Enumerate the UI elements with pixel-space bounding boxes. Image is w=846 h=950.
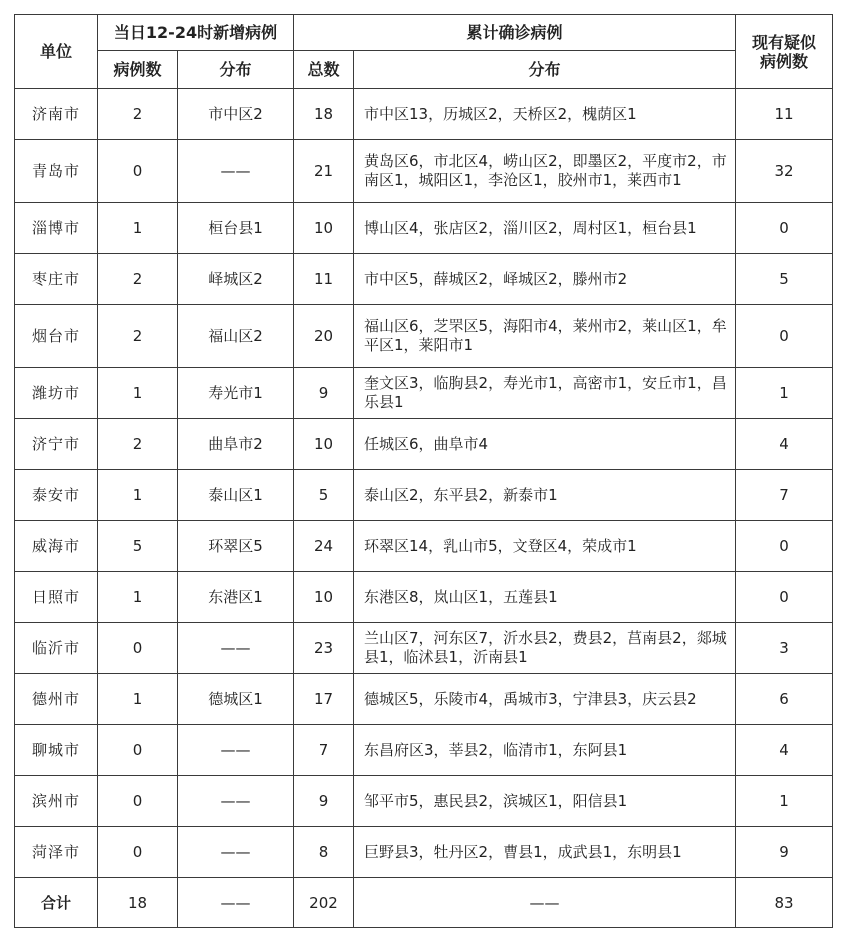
suspected-cell: 6 bbox=[736, 674, 833, 725]
new-dist-cell: 桓台县1 bbox=[178, 203, 294, 254]
new-count-cell: 2 bbox=[98, 419, 178, 470]
new-count-cell: 1 bbox=[98, 368, 178, 419]
new-count-cell: 0 bbox=[98, 140, 178, 203]
total-cum-dist: —— bbox=[354, 878, 736, 928]
header-cumulative: 累计确诊病例 bbox=[294, 15, 736, 51]
dist-cell: 任城区6，曲阜市4 bbox=[354, 419, 736, 470]
table-row bbox=[15, 776, 833, 827]
header-cum-total: 总数 bbox=[294, 51, 354, 89]
dist-cell: 环翠区14，乳山市5，文登区4，荣成市1 bbox=[354, 521, 736, 572]
city-cell: 威海市 bbox=[15, 521, 98, 572]
table-row bbox=[15, 572, 833, 623]
new-count-cell: 0 bbox=[98, 725, 178, 776]
header-new-distribution: 分布 bbox=[178, 51, 294, 89]
total-row bbox=[15, 878, 833, 928]
city-cell: 青岛市 bbox=[15, 140, 98, 203]
total-cell: 8 bbox=[294, 827, 354, 878]
new-dist-cell: —— bbox=[178, 725, 294, 776]
city-cell: 济南市 bbox=[15, 89, 98, 140]
new-count-cell: 2 bbox=[98, 89, 178, 140]
table-row bbox=[15, 521, 833, 572]
table-row bbox=[15, 827, 833, 878]
city-cell: 菏泽市 bbox=[15, 827, 98, 878]
suspected-cell: 9 bbox=[736, 827, 833, 878]
dist-cell: 兰山区7，河东区7，沂水县2，费县2，莒南县2，郯城县1，临沭县1，沂南县1 bbox=[354, 623, 736, 674]
table-row bbox=[15, 674, 833, 725]
header-new-count: 病例数 bbox=[98, 51, 178, 89]
new-dist-cell: 泰山区1 bbox=[178, 470, 294, 521]
new-count-cell: 5 bbox=[98, 521, 178, 572]
total-cell: 11 bbox=[294, 254, 354, 305]
new-dist-cell: 曲阜市2 bbox=[178, 419, 294, 470]
header-suspected: 现有疑似病例数 bbox=[736, 15, 833, 89]
new-dist-cell: —— bbox=[178, 140, 294, 203]
new-count-cell: 0 bbox=[98, 776, 178, 827]
new-dist-cell: 峄城区2 bbox=[178, 254, 294, 305]
city-cell: 济宁市 bbox=[15, 419, 98, 470]
header-cum-distribution: 分布 bbox=[354, 51, 736, 89]
table-row bbox=[15, 254, 833, 305]
city-cell: 德州市 bbox=[15, 674, 98, 725]
total-cell: 18 bbox=[294, 89, 354, 140]
table-row bbox=[15, 140, 833, 203]
new-dist-cell: 寿光市1 bbox=[178, 368, 294, 419]
new-dist-cell: 福山区2 bbox=[178, 305, 294, 368]
city-cell: 日照市 bbox=[15, 572, 98, 623]
header-row-sub bbox=[15, 51, 833, 89]
new-dist-cell: 德城区1 bbox=[178, 674, 294, 725]
suspected-cell: 4 bbox=[736, 419, 833, 470]
new-dist-cell: —— bbox=[178, 776, 294, 827]
city-cell: 聊城市 bbox=[15, 725, 98, 776]
total-cell: 5 bbox=[294, 470, 354, 521]
dist-cell: 博山区4，张店区2，淄川区2，周村区1，桓台县1 bbox=[354, 203, 736, 254]
case-table bbox=[14, 14, 833, 928]
total-cell: 23 bbox=[294, 623, 354, 674]
new-count-cell: 2 bbox=[98, 305, 178, 368]
new-dist-cell: 环翠区5 bbox=[178, 521, 294, 572]
case-table-container bbox=[14, 14, 833, 928]
new-count-cell: 2 bbox=[98, 254, 178, 305]
suspected-cell: 0 bbox=[736, 203, 833, 254]
total-cell: 10 bbox=[294, 419, 354, 470]
total-cell: 9 bbox=[294, 368, 354, 419]
new-count-cell: 1 bbox=[98, 572, 178, 623]
city-cell: 淄博市 bbox=[15, 203, 98, 254]
table-row bbox=[15, 419, 833, 470]
new-count-cell: 0 bbox=[98, 827, 178, 878]
suspected-cell: 1 bbox=[736, 776, 833, 827]
dist-cell: 奎文区3，临朐县2，寿光市1，高密市1，安丘市1，昌乐县1 bbox=[354, 368, 736, 419]
dist-cell: 泰山区2，东平县2，新泰市1 bbox=[354, 470, 736, 521]
total-cell: 17 bbox=[294, 674, 354, 725]
new-dist-cell: 市中区2 bbox=[178, 89, 294, 140]
dist-cell: 德城区5，乐陵市4，禹城市3，宁津县3，庆云县2 bbox=[354, 674, 736, 725]
total-new-count: 18 bbox=[98, 878, 178, 928]
table-row bbox=[15, 470, 833, 521]
total-cum-total: 202 bbox=[294, 878, 354, 928]
new-count-cell: 1 bbox=[98, 674, 178, 725]
suspected-cell: 0 bbox=[736, 521, 833, 572]
suspected-cell: 0 bbox=[736, 305, 833, 368]
table-row bbox=[15, 305, 833, 368]
new-dist-cell: —— bbox=[178, 623, 294, 674]
new-dist-cell: 东港区1 bbox=[178, 572, 294, 623]
header-new-cases: 当日12-24时新增病例 bbox=[98, 15, 294, 51]
new-dist-cell: —— bbox=[178, 827, 294, 878]
city-cell: 潍坊市 bbox=[15, 368, 98, 419]
total-cell: 21 bbox=[294, 140, 354, 203]
city-cell: 枣庄市 bbox=[15, 254, 98, 305]
dist-cell: 市中区13，历城区2，天桥区2，槐荫区1 bbox=[354, 89, 736, 140]
table-row bbox=[15, 89, 833, 140]
new-count-cell: 1 bbox=[98, 203, 178, 254]
table-row bbox=[15, 725, 833, 776]
new-count-cell: 0 bbox=[98, 623, 178, 674]
city-cell: 临沂市 bbox=[15, 623, 98, 674]
new-count-cell: 1 bbox=[98, 470, 178, 521]
suspected-cell: 11 bbox=[736, 89, 833, 140]
header-unit: 单位 bbox=[15, 15, 98, 89]
suspected-cell: 32 bbox=[736, 140, 833, 203]
suspected-cell: 0 bbox=[736, 572, 833, 623]
dist-cell: 福山区6，芝罘区5，海阳市4，莱州市2，莱山区1，牟平区1，莱阳市1 bbox=[354, 305, 736, 368]
total-cell: 10 bbox=[294, 203, 354, 254]
table-row bbox=[15, 623, 833, 674]
dist-cell: 巨野县3，牡丹区2，曹县1，成武县1，东明县1 bbox=[354, 827, 736, 878]
city-cell: 泰安市 bbox=[15, 470, 98, 521]
suspected-cell: 1 bbox=[736, 368, 833, 419]
total-cell: 24 bbox=[294, 521, 354, 572]
total-cell: 9 bbox=[294, 776, 354, 827]
dist-cell: 邹平市5，惠民县2，滨城区1，阳信县1 bbox=[354, 776, 736, 827]
total-suspected: 83 bbox=[736, 878, 833, 928]
dist-cell: 黄岛区6，市北区4，崂山区2，即墨区2，平度市2，市南区1，城阳区1，李沧区1，胶州市1，莱西市1 bbox=[354, 140, 736, 203]
suspected-cell: 5 bbox=[736, 254, 833, 305]
total-new-dist: —— bbox=[178, 878, 294, 928]
suspected-cell: 4 bbox=[736, 725, 833, 776]
city-cell: 滨州市 bbox=[15, 776, 98, 827]
suspected-cell: 7 bbox=[736, 470, 833, 521]
suspected-cell: 3 bbox=[736, 623, 833, 674]
total-label: 合计 bbox=[15, 878, 98, 928]
dist-cell: 东昌府区3，莘县2，临清市1，东阿县1 bbox=[354, 725, 736, 776]
city-cell: 烟台市 bbox=[15, 305, 98, 368]
header-row-top bbox=[15, 15, 833, 51]
table-row bbox=[15, 203, 833, 254]
table-row bbox=[15, 368, 833, 419]
total-cell: 10 bbox=[294, 572, 354, 623]
dist-cell: 市中区5，薛城区2，峄城区2，滕州市2 bbox=[354, 254, 736, 305]
total-cell: 7 bbox=[294, 725, 354, 776]
total-cell: 20 bbox=[294, 305, 354, 368]
dist-cell: 东港区8，岚山区1，五莲县1 bbox=[354, 572, 736, 623]
